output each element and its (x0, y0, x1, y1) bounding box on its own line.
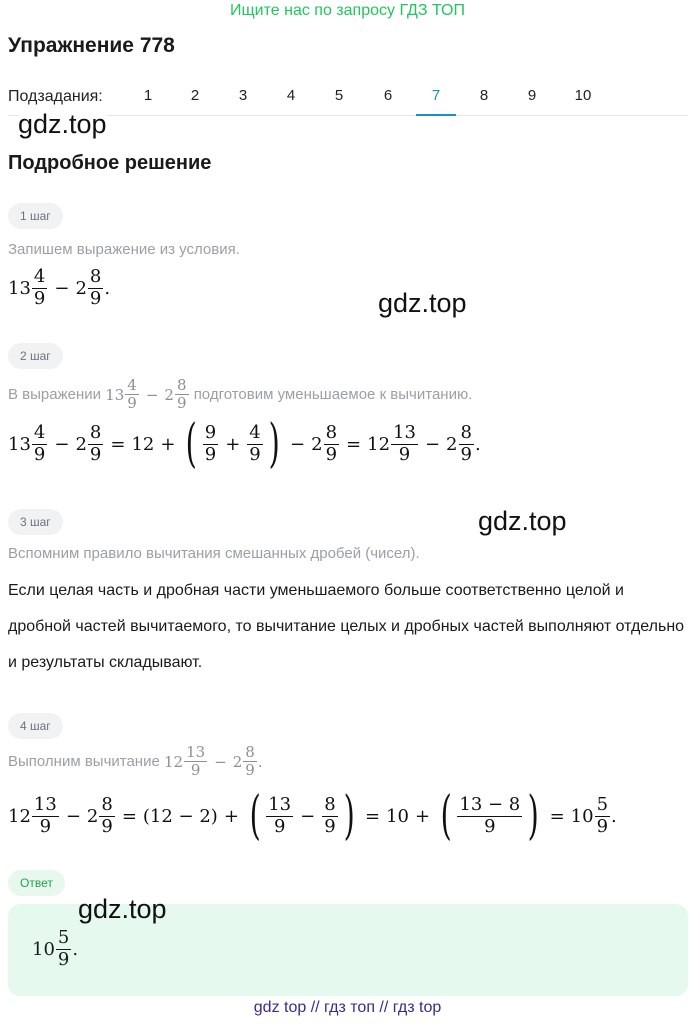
subtasks-nav (8, 84, 688, 116)
step-3-note: Вспомним правило вычитания смешанных дробей (чисел). (8, 545, 420, 562)
subtasks-label: Подзадания: (8, 88, 103, 105)
tab-subtask-6[interactable]: 6 (383, 87, 393, 104)
tab-subtask-5[interactable]: 5 (334, 87, 344, 104)
watermark: gdz.top (18, 109, 107, 139)
step-4-badge: 4 шаг (8, 713, 63, 739)
step-1-expression: 13 4 9 − 2 8 9 . (8, 266, 111, 309)
tab-subtask-10[interactable]: 10 (574, 87, 592, 104)
step-2-expression: 13 4 9 − 2 $\frac{8}{9}$ = 12 + ( 9 9 + $\frac{4}{9}$ ) − 2 $\frac{8}{9}$ = 12 13 9 − 2 8 9 . (8, 414, 481, 474)
watermark: gdz.top (478, 506, 567, 536)
answer-value: 10 5 9 . (32, 927, 79, 970)
tab-subtask-2[interactable]: 2 (190, 87, 200, 104)
step-2-badge: 2 шаг (8, 343, 63, 369)
watermark: gdz.top (78, 894, 167, 924)
step-3-rule: Если целая часть и дробная части уменьшаемого больше соответственно целой и дробной частей вычитаемого, то вычитание целых и дробных частей выполняют отдельно и результаты складывают. (8, 582, 685, 671)
step-2-note: В выражении 13 4 9 − 2 8 9 подготовим уменьшаемое к вычитанию. (8, 376, 473, 413)
watermark: gdz.top (378, 288, 467, 318)
footer-links[interactable]: gdz top // гдз топ // гдз top (253, 999, 442, 1016)
promo-banner[interactable]: Ищите нас по запросу ГДЗ ТОП (230, 2, 465, 19)
step-4-expression: 12 13 9 − 2 $\frac{8}{9}$ = (12 − 2) + ( 13 9 − $\frac{8}{9}$ ) = 10 + ( 13 − 8 9 ) = 10 5 9 . (8, 786, 617, 846)
step-4-note: Выполним вычитание 12 13 9 − 2 8 9 . (8, 743, 263, 780)
answer-badge: Ответ (8, 870, 65, 896)
tab-subtask-1[interactable]: 1 (143, 87, 153, 104)
tab-subtask-9[interactable]: 9 (527, 87, 537, 104)
tab-subtask-3[interactable]: 3 (238, 87, 248, 104)
page-title: Упражнение 778 (8, 34, 175, 57)
section-title: Подробное решение (8, 152, 212, 174)
tab-subtask-8[interactable]: 8 (479, 87, 489, 104)
tab-subtask-4[interactable]: 4 (286, 87, 296, 104)
step-1-badge: 1 шаг (8, 203, 63, 229)
tab-subtask-7[interactable]: 7 (416, 84, 456, 116)
step-1-note: Запишем выражение из условия. (8, 241, 240, 258)
step-3-badge: 3 шаг (8, 509, 63, 535)
